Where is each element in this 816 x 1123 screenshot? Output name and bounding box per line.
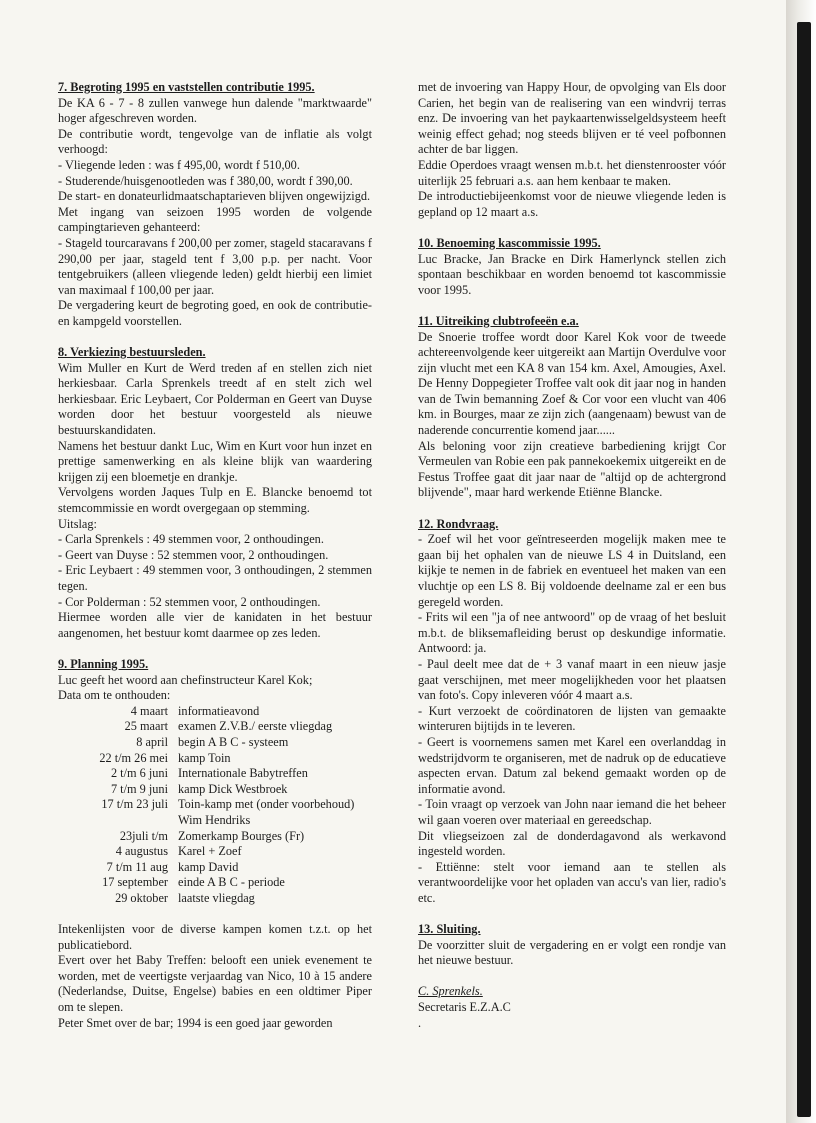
section-8-heading: 8. Verkiezing bestuursleden.	[58, 345, 206, 360]
schedule-event: Toin-kamp met (onder voorbehoud)	[178, 797, 355, 812]
paragraph: - Toin vraagt op verzoek van John naar iemand die het beheer wil gaan voeren over materiaal en gereedschap.	[418, 797, 726, 827]
paragraph: - Kurt verzoekt de coördinatoren de lijsten van gemaakte winteruren bijtijds in te leveren.	[418, 703, 726, 734]
schedule-event: laatste vliegdag	[178, 890, 255, 905]
paragraph: Evert over het Baby Treffen: belooft een uniek evenement te worden, met de veertigste verjaardag van Nico, 10 à 15 andere (Nederlandse, Duitse, Engelse) babies en een oldtimer Piper om te slepen.	[58, 953, 372, 1015]
section-9-heading: 9. Planning 1995.	[58, 656, 149, 671]
section-9-continued	[418, 80, 726, 220]
paragraph: Eddie Operdoes vraagt wensen m.b.t. het dienstenrooster vóór uiterlijk 25 februari a.s. aan hem kenbaar te maken.	[418, 157, 726, 188]
schedule-date: 23juli t/m	[119, 828, 168, 843]
paragraph: De contributie wordt, tengevolge van de inflatie als volgt verhoogd:	[58, 126, 372, 157]
paragraph: Dit vliegseizoen zal de donderdagavond als werkavond ingesteld worden.	[418, 828, 726, 859]
paragraph: Wim Muller en Kurt de Werd treden af en stellen zich niet herkiesbaar. Carla Sprenkels treedt af en stelt zich wel herkiesbaar. Eric Leybaert, Cor Polderman en Geert van Duyse worden door het bestuur voorgesteld als nieuwe bestuurskandidaten.	[58, 360, 372, 438]
schedule-row	[58, 829, 354, 845]
schedule-date	[58, 813, 178, 829]
section-9	[58, 657, 372, 1031]
schedule-row	[58, 813, 354, 829]
schedule-event: Karel + Zoef	[178, 844, 242, 859]
paragraph: Namens het bestuur dankt Luc, Wim en Kurt voor hun inzet en prettige samenwerking en als kleine blijk van waardering krijgen zij een bloemetje en drankje.	[58, 438, 372, 484]
vote-result: - Geert van Duyse : 52 stemmen voor, 2 onthoudingen.	[58, 547, 329, 562]
schedule-event: Internationale Babytreffen	[178, 766, 308, 781]
schedule-date: 4 maart	[130, 703, 168, 718]
paragraph: Uitslag:	[58, 516, 97, 531]
schedule-row	[58, 875, 354, 891]
schedule-date: 29 oktober	[115, 890, 168, 905]
schedule-row	[58, 782, 354, 798]
paragraph: - Stageld tourcaravans f 200,00 per zomer, stageld stacaravans f 290,00 per jaar, stageld tent f 3,00 p.p. per nacht. Voor tentgebruikers (alleen vliegende leden) geldt hierbij een limiet van maximaal f 100,00 per jaar.	[58, 235, 372, 297]
schedule-event: kamp David	[178, 859, 239, 874]
paragraph: De introductiebijeenkomst voor de nieuwe vliegende leden is gepland op 12 maart a.s.	[418, 189, 726, 219]
section-13	[418, 922, 726, 969]
vote-result: - Carla Sprenkels : 49 stemmen voor, 2 onthoudingen.	[58, 532, 324, 547]
paragraph: De Snoerie troffee wordt door Karel Kok voor de tweede achtereenvolgende keer uitgereikt aan Martijn Overdulve voor zijn vlucht met een KA 8 van 154 km. Axel, Amougies, Axel. De Henny Doppegieter Troffee valt ook dit jaar nog in handen van de Twin bemanning Zoef & Cor voor een vlucht van 406 km. in Bourges, maar ze zijn zich (aangenaam) bewust van de naderende concurrentie komend jaar......	[418, 329, 726, 438]
schedule-date: 17 t/m 23 juli	[101, 797, 168, 812]
signature-name: C. Sprenkels.	[418, 984, 483, 999]
paragraph: Vervolgens worden Jaques Tulp en E. Blancke benoemd tot stemcommissie en wordt overgegaan op stemming.	[58, 485, 372, 516]
schedule-event: begin A B C - systeem	[178, 734, 289, 749]
paragraph: Hiermee worden alle vier de kanidaten in het bestuur aangenomen, het bestuur komt daarmee op zes leden.	[58, 610, 372, 640]
section-10	[418, 236, 726, 298]
section-12	[418, 517, 726, 907]
schedule-row	[58, 751, 354, 767]
signature-mark: .	[418, 1015, 422, 1030]
section-11-heading: 11. Uitreiking clubtrofeeën e.a.	[418, 313, 579, 328]
paragraph: Met ingang van seizoen 1995 worden de volgende campingtarieven gehanteerd:	[58, 204, 372, 235]
signature-role: Secretaris E.Z.A.C	[418, 1000, 511, 1015]
schedule-row	[58, 891, 354, 907]
signature-block	[418, 984, 726, 1031]
section-8	[58, 345, 372, 641]
binder-edge	[797, 22, 811, 1117]
schedule-event: informatieavond	[178, 703, 260, 718]
paragraph: Intekenlijsten voor de diverse kampen komen t.z.t. op het publicatiebord.	[58, 922, 372, 952]
paragraph: - Studerende/huisgenootleden was f 380,00, wordt f 390,00.	[58, 173, 353, 188]
schedule-date: 7 t/m 11 aug	[106, 859, 168, 874]
paragraph: De vergadering keurt de begroting goed, en ook de contributie- en kampgeld voorstellen.	[58, 298, 372, 328]
schedule-date: 17 september	[102, 875, 168, 890]
paragraph: De KA 6 - 7 - 8 zullen vanwege hun dalende "marktwaarde" hoger afgeschreven worden.	[58, 95, 372, 126]
schedule-row	[58, 797, 354, 813]
section-10-heading: 10. Benoeming kascommissie 1995.	[418, 235, 601, 250]
vote-result: - Cor Polderman : 52 stemmen voor, 2 onthoudingen.	[58, 594, 321, 609]
section-7	[58, 80, 372, 330]
paragraph: Peter Smet over de bar; 1994 is een goed jaar geworden	[58, 1015, 333, 1030]
paragraph: - Frits wil een "ja of nee antwoord" op de vraag of het besluit m.b.t. de bliksemafleiding berust op deskundige informatie. Antwoord: ja.	[418, 610, 726, 656]
schedule-event: einde A B C - periode	[178, 875, 285, 890]
schedule-date: 25 maart	[124, 719, 168, 734]
schedule-event: kamp Toin	[178, 750, 231, 765]
paragraph: - Paul deelt mee dat de + 3 vanaf maart in een nieuw jasje gaat verschijnen, met meer mogelijkheden voor het plaatsen van foto's. Copy inleveren vóór 4 maart a.s.	[418, 656, 726, 703]
paragraph: De voorzitter sluit de vergadering en er volgt een rondje van het nieuwe bestuur.	[418, 937, 726, 968]
schedule-event: Wim Hendriks	[178, 812, 251, 827]
schedule-date: 4 augustus	[115, 844, 168, 859]
schedule-date: 8 april	[136, 734, 168, 749]
paragraph: Luc Bracke, Jan Bracke en Dirk Hamerlynck stellen zich spontaan beschikbaar en worden benoemd tot kascommissie voor 1995.	[418, 251, 726, 297]
schedule-row	[58, 844, 354, 860]
paragraph: - Zoef wil het voor geïntreseerden mogelijk maken mee te gaan bij het ophalen van de nieuwe LS 4 in Duitsland, een kijkje te nemen in de fabriek en eventueel het maken van een vluchtje op een LS 8. Bij voldoende deelname zal er een bus geregeld worden.	[418, 532, 726, 609]
left-column	[58, 80, 372, 1047]
schedule-row	[58, 719, 354, 735]
schedule-row	[58, 766, 354, 782]
section-11	[418, 314, 726, 501]
planning-table	[58, 704, 354, 907]
schedule-row	[58, 860, 354, 876]
paragraph: - Geert is voornemens samen met Karel een overlanddag in wedstrijdvorm te organiseren, met de nadruk op de educatieve aspecten ervan. Datum zal bekend gemaakt worden op de informatie avond.	[418, 734, 726, 796]
paragraph: - Ettiënne: stelt voor iemand aan te stellen als verantwoordelijke voor het opladen van accu's van lier, radio's etc.	[418, 859, 726, 905]
schedule-event: examen Z.V.B./ eerste vliegdag	[178, 719, 333, 734]
paragraph: - Vliegende leden : was f 495,00, wordt f 510,00.	[58, 157, 300, 172]
schedule-date: 22 t/m 26 mei	[99, 750, 168, 765]
paragraph: met de invoering van Happy Hour, de opvolging van Els door Carien, het begin van de realisering van een windvrij terras enz. De invoering van het paykaartenwisselgeldsysteem heeft weinig effect gehad; nog steeds blijven er té veel pofbonnen achter de bar liggen.	[418, 80, 726, 157]
section-7-heading: 7. Begroting 1995 en vaststellen contributie 1995.	[58, 80, 315, 94]
schedule-row	[58, 735, 354, 751]
right-column	[418, 80, 726, 1031]
paragraph: Als beloning voor zijn creatieve barbediening krijgt Cor Vermeulen van Robie een pak pannekoekemix uitgereikt en de Festus Troffee gaat dit jaar naar de "altijd op de achtergrond blijvende", maar hard werkende Etiënne Blancke.	[418, 438, 726, 500]
schedule-date: 7 t/m 9 juni	[110, 781, 168, 796]
section-13-heading: 13. Sluiting.	[418, 922, 481, 937]
schedule-event: kamp Dick Westbroek	[178, 781, 288, 796]
schedule-date: 2 t/m 6 juni	[110, 766, 168, 781]
paragraph: De start- en donateurlidmaatschaptarieven blijven ongewijzigd.	[58, 189, 371, 204]
schedule-row	[58, 704, 354, 720]
vote-result: - Eric Leybaert : 49 stemmen voor, 3 onthoudingen, 2 stemmen tegen.	[58, 563, 372, 593]
section-12-heading: 12. Rondvraag.	[418, 516, 499, 531]
paragraph: Luc geeft het woord aan chefinstructeur Karel Kok;	[58, 672, 313, 687]
schedule-event: Zomerkamp Bourges (Fr)	[178, 828, 305, 843]
paragraph: Data om te onthouden:	[58, 688, 171, 703]
